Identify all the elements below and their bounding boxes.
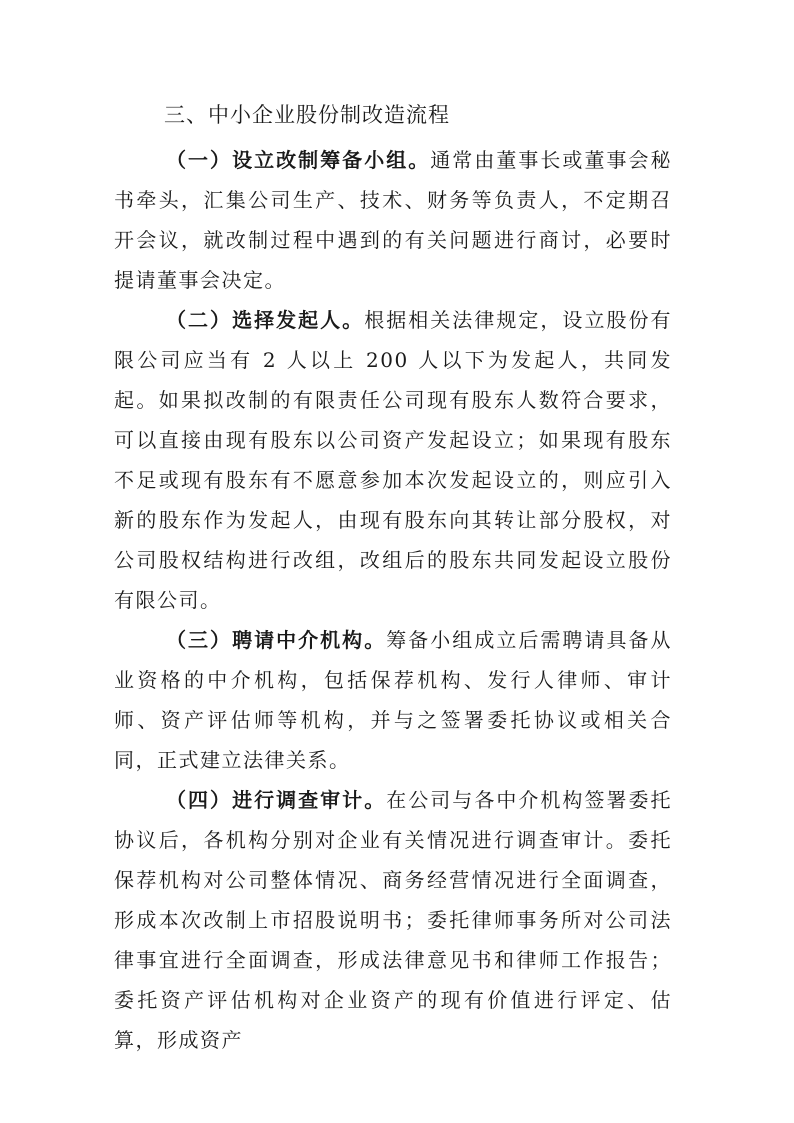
paragraph-4-lead: （四）进行调查审计。 xyxy=(166,788,387,812)
paragraph-1 xyxy=(114,140,672,300)
paragraph-3-text: 筹备小组成立后需聘请具备从业资格的中介机构，包括保荐机构、发行人律师、审计师、资产评估师等机构，并与之签署委托协议或相关合同，正式建立法律关系。 xyxy=(114,628,673,772)
paragraph-4 xyxy=(114,780,672,1060)
paragraph-3-lead: （三）聘请中介机构。 xyxy=(166,628,387,652)
paragraph-4-text: 在公司与各中介机构签署委托协议后，各机构分别对企业有关情况进行调查审计。委托保荐机构对公司整体情况、商务经营情况进行全面调查，形成本次改制上市招股说明书；委托律师事务所对公司法律事宜进行全面调查，形成法律意见书和律师工作报告；委托资产评估机构对企业资产的现有价值进行评定、估算，形成资产 xyxy=(114,788,673,1052)
paragraph-1-text: 通常由董事长或董事会秘书牵头，汇集公司生产、技术、财务等负责人，不定期召开会议，就改制过程中遇到的有关问题进行商讨，必要时提请董事会决定。 xyxy=(114,148,673,292)
paragraph-3 xyxy=(114,620,672,780)
document-body xyxy=(114,140,672,1060)
section-heading: 三、中小企业股份制改造流程 xyxy=(164,103,450,127)
paragraph-2 xyxy=(114,300,672,620)
paragraph-1-lead: （一）设立改制筹备小组。 xyxy=(166,148,431,172)
paragraph-2-lead: （二）选择发起人。 xyxy=(166,308,365,332)
paragraph-2-text: 根据相关法律规定，设立股份有限公司应当有 2 人以上 200 人以下为发起人，共同发起。如果拟改制的有限责任公司现有股东人数符合要求，可以直接由现有股东以公司资产发起设立；如果现有股东不足或现有股东有不愿意参加本次发起设立的，则应引入新的股东作为发起人，由现有股东向其转让部分股权，对公司股权结构进行改组，改组后的股东共同发起设立股份有限公司。 xyxy=(114,308,673,612)
